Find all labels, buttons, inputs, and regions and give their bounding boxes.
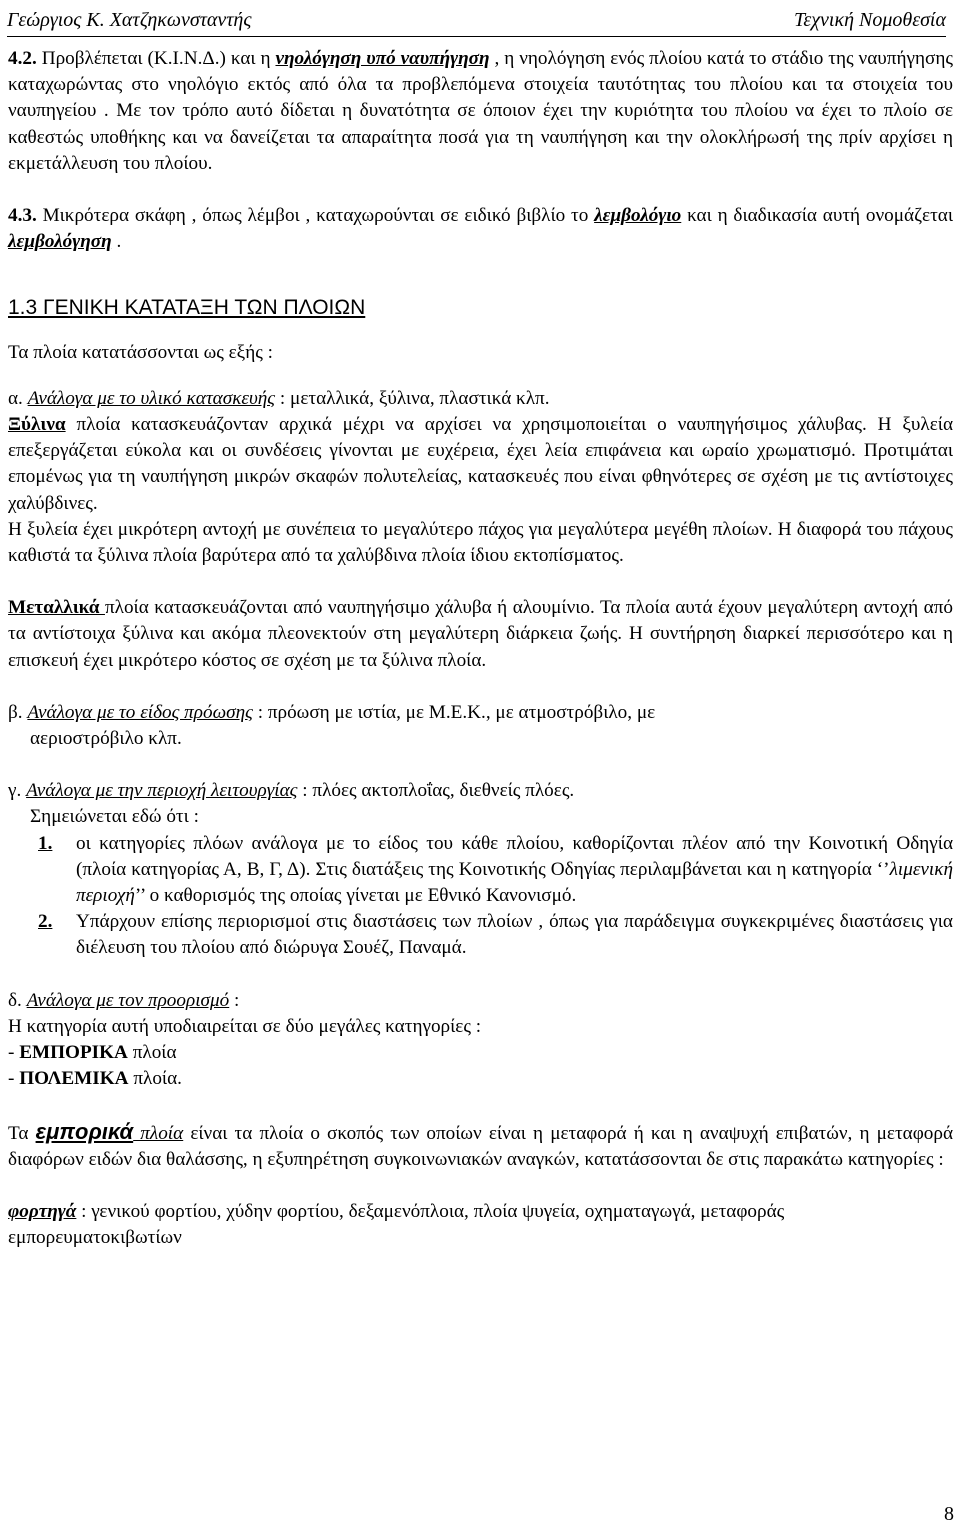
term-metal: Μεταλλικά <box>8 597 105 619</box>
term-registration-under-construction: νηολόγηση υπό ναυπήγηση <box>275 48 490 69</box>
document-body <box>8 46 953 1251</box>
section-number: 4.3. <box>8 205 37 227</box>
category-title: Ανάλογα με το υλικό κατασκευής <box>27 387 276 409</box>
merchant-ships-paragraph: Τα εμπορικά πλοία είναι τα πλοία ο σκοπός των οποίων είναι η μεταφορά ή και η αναψυχή επιβατών, η μεταφορά διαφόρων ειδών δια θαλάσσης, η εξυπηρέτηση συγκοινωνιακών αναγκών, κατατάσσονται δε στις παρακάτω κατηγορίες : <box>8 1118 954 1170</box>
term-boat-register: λεμβολόγιο <box>594 205 682 227</box>
term-port-area: λιμενική περιοχή <box>76 858 953 907</box>
page-header <box>7 2 946 37</box>
category-title: Ανάλογα με τον προορισμό <box>26 989 230 1011</box>
term-wooden: Ξύλινα <box>8 414 66 436</box>
section-heading: 1.3 ΓΕΝΙΚΗ ΚΑΤΑΤΑΞΗ ΤΩΝ ΠΛΟΙΩΝ <box>8 296 366 320</box>
category-gamma: γ. Ανάλογα με την περιοχή λειτουργίας : πλόες ακτοπλοΐας, διεθνείς πλόες. <box>8 780 575 802</box>
header-subject: Τεχνική Νομοθεσία <box>794 9 946 31</box>
category-delta: δ. Ανάλογα με τον προορισμό : <box>8 989 240 1011</box>
note-item-1: 1. οι κατηγορίες πλόων ανάλογα με το είδος του κάθε πλοίου, καθορίζονται πλέον από την Κοινοτική Οδηγία (πλοία κατηγορίας Α, Β, Γ, Δ). Στις διατάξεις της Κοινοτικής Οδηγίας περιλαμβάνεται και η κατηγορία ‘’λιμενική περιοχή’’ ο καθορισμός της οποίας γίνεται με Εθνικό Κανονισμό. <box>8 831 953 910</box>
term-merchant: εμπορικά <box>35 1118 134 1144</box>
note-intro: Σημειώνεται εδώ ότι : <box>30 806 199 828</box>
category-merchant-item: - ΕΜΠΟΡΙΚΑ πλοία <box>8 1042 177 1064</box>
category-beta-continued: αεριοστρόβιλο κλπ. <box>30 728 182 750</box>
delta-description: Η κατηγορία αυτή υποδιαιρείται σε δύο μεγάλες κατηγορίες : <box>8 1015 482 1037</box>
metal-ships-paragraph: Μεταλλικά πλοία κατασκευάζονται από ναυπηγήσιμο χάλυβα ή αλουμίνιο. Τα πλοία αυτά έχουν μεγαλύτερη αντοχή από τα αντίστοιχα ξύλινα και ακόμα πλεονεκτούν στη μεγαλύτερη διάρκεια ζωής. Η συντήρηση διαρκεί περισσότερο και η επισκευή έχει μικρότερο κόστος σε σχέση με τα ξύλινα πλοία. <box>8 597 954 671</box>
page-number: 8 <box>944 1503 954 1525</box>
category-alpha: α. Ανάλογα με το υλικό κατασκευής : μεταλλικά, ξύλινα, πλαστικά κλπ. <box>8 387 550 409</box>
term-cargo: φορτηγά <box>8 1200 77 1222</box>
wooden-ships-paragraph: Ξύλινα πλοία κατασκευάζονταν αρχικά μέχρι να αρχίσει να χρησιμοποιείται ο ναυπηγήσιμος χάλυβας. Η ξυλεία επεξεργάζεται εύκολα και οι συνδέσεις γίνονται με ευχέρεια, έχει λεία επιφάνεια και ωραίο χρωματισμό. Προτιμάται επομένως για τη ναυπήγηση μικρών σκαφών πολυτελείας, κατασκευές που είναι φθηνότερες σε σχέση με τις αντίστοιχες χαλύβδινες. <box>8 414 953 514</box>
category-title: Ανάλογα με την περιοχή λειτουργίας <box>26 780 298 802</box>
header-author: Γεώργιος Κ. Χατζηκωνσταντής <box>7 9 252 31</box>
category-beta: β. Ανάλογα με το είδος πρόωσης : πρόωση με ιστία, με Μ.Ε.Κ., με ατμοστρόβιλο, με <box>8 701 656 723</box>
term-boat-registration: λεμβολόγηση <box>8 231 112 253</box>
paragraph-4-2: 4.2. Προβλέπεται (Κ.Ι.Ν.Δ.) και η νηολόγηση υπό ναυπήγηση , η νηολόγηση ενός πλοίου κατά το στάδιο της ναυπήγησης καταχωρώντας στο νηολόγιο εκτός από όλα τα προβλεπόμενα στοιχεία ταυτότητας του πλοίου και τα στοιχεία του ναυπηγείου . Με τον τρόπο αυτό δίδεται η δυνατότητα σε όποιον έχει την κυριότητα του πλοίου να έχει το πλοίο σε καθεστώς υποθήκης και να δανείζεται τα απαραίτητα ποσά για τη ναυπήγηση και την ολοκλήρωσή της πρίν αρχίσει η εκμετάλλευση του πλοίου. <box>8 48 953 174</box>
cargo-ships-paragraph: φορτηγά : γενικού φορτίου, χύδην φορτίου, δεξαμενόπλοια, πλοία ψυγεία, οχηματαγωγά, μεταφοράς εμπορευματοκιβωτίων <box>8 1200 785 1249</box>
section-number: 4.2. <box>8 48 37 69</box>
wood-strength-paragraph: Η ξυλεία έχει μικρότερη αντοχή με συνέπεια το μεγαλύτερο πάχος για μεγαλύτερα μεγέθη πλοίων. Η διαφορά του πάχους καθιστά τα ξύλινα πλοία βαρύτερα από τα χαλύβδινα πλοία ίδιου εκτοπίσματος. <box>8 518 953 567</box>
classification-intro: Τα πλοία κατατάσσονται ως εξής : <box>8 341 273 363</box>
category-naval-item: - ΠΟΛΕΜΙΚΑ πλοία. <box>8 1068 182 1090</box>
item-number: 2. <box>38 911 53 933</box>
item-number: 1. <box>38 832 53 854</box>
category-title: Ανάλογα με το είδος πρόωσης <box>27 701 253 723</box>
paragraph-4-3: 4.3. Μικρότερα σκάφη , όπως λέμβοι , καταχωρούνται σε ειδικό βιβλίο το λεμβολόγιο και η διαδικασία αυτή ονομάζεται λεμβολόγηση . <box>8 205 953 253</box>
note-item-2: 2. Υπάρχουν επίσης περιορισμοί στις διαστάσεις των πλοίων , όπως για παράδειγμα συγκεκριμένες διαστάσεις για διέλευση του πλοίου από διώρυγα Σουέζ, Παναμά. <box>8 909 953 961</box>
